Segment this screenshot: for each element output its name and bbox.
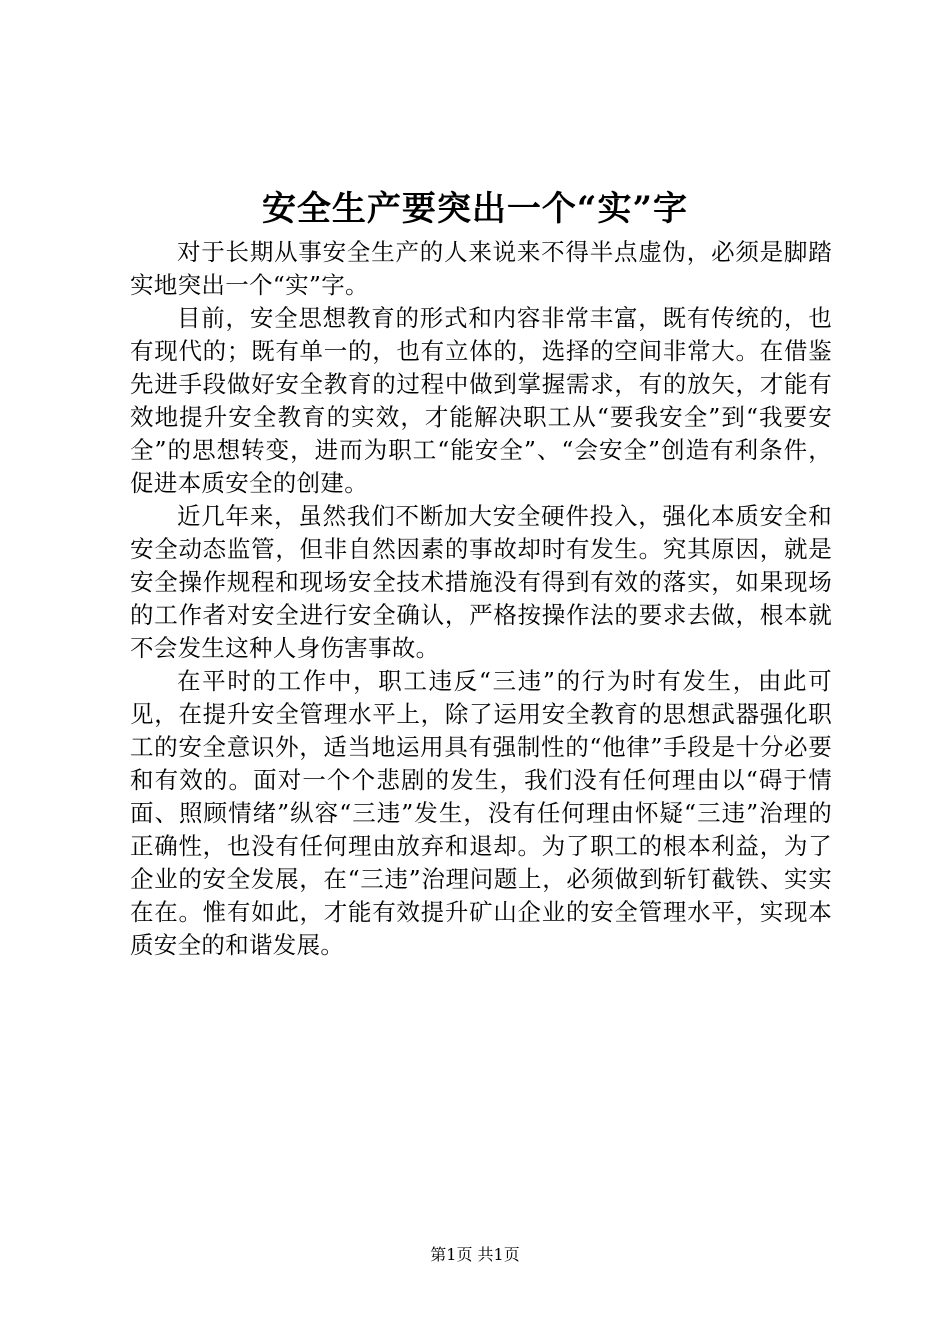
- page-footer: [0, 1244, 950, 1266]
- paragraph-3: 近几年来，虽然我们不断加大安全硬件投入，强化本质安全和安全动态监管，但非自然因素的事故却时有发生。究其原因，就是安全操作规程和现场安全技术措施没有得到有效的落实，如果现场的工作者对安全进行安全确认，严格按操作法的要求去做，根本就不会发生这种人身伤害事故。: [130, 502, 832, 662]
- paragraph-2: 目前，安全思想教育的形式和内容非常丰富，既有传统的，也有现代的；既有单一的，也有立体的，选择的空间非常大。在借鉴先进手段做好安全教育的过程中做到掌握需求，有的放矢，才能有效地提升安全教育的实效，才能解决职工从“要我安全”到“我要安全”的思想转变，进而为职工“能安全”、“会安全”创造有利条件，促进本质安全的创建。: [130, 304, 832, 497]
- page-number-label: 第1页 共1页: [430, 1245, 520, 1264]
- document-body: [130, 236, 832, 962]
- document-title: 安全生产要突出一个“实”字: [261, 189, 689, 229]
- paragraph-1: 对于长期从事安全生产的人来说来不得半点虚伪，必须是脚踏实地突出一个“实”字。: [130, 238, 832, 299]
- paragraph-4: 在平时的工作中，职工违反“三违”的行为时有发生，由此可见，在提升安全管理水平上，除了运用安全教育的思想武器强化职工的安全意识外，适当地运用具有强制性的“他律”手段是十分必要和有效的。面对一个个悲剧的发生，我们没有任何理由以“碍于情面、照顾情绪”纵容“三违”发生，没有任何理由怀疑“三违”治理的正确性，也没有任何理由放弃和退却。为了职工的根本利益，为了企业的安全发展，在“三违”治理问题上，必须做到斩钉截铁、实实在在。惟有如此，才能有效提升矿山企业的安全管理水平，实现本质安全的和谐发展。: [130, 667, 832, 959]
